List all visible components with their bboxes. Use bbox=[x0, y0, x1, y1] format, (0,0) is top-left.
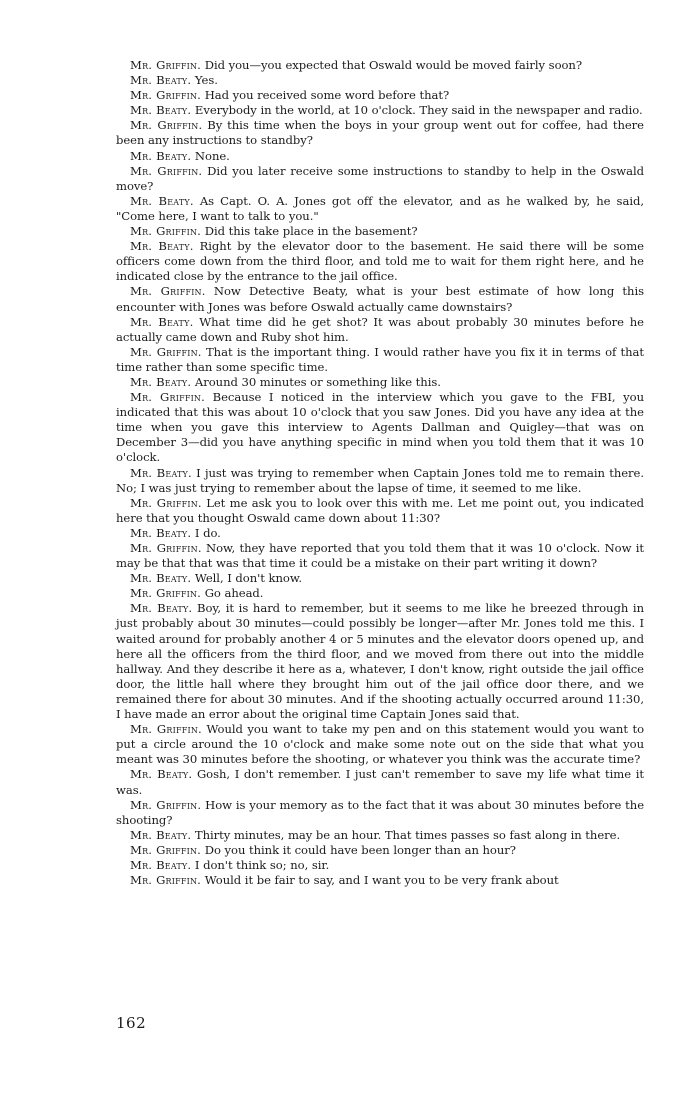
speaker-name: Mr. Griffin. bbox=[130, 284, 206, 299]
transcript-body bbox=[116, 58, 644, 888]
speaker-name: Mr. Beaty. bbox=[130, 148, 192, 163]
utterance-text: Go ahead. bbox=[204, 586, 264, 601]
utterance-text: Boy, it is hard to remember, but it seems to me like he breezed through in just probably about 30 minutes—could possibly be longer—after Mr. Jones told me this. I waited around for probably another 4 or 5 minutes and the elevator doors opened up, and here all the officers from the third floor, and we moved from there out into the middle hallway. And they describe it here as a, whatever, I don't know, right outside the jail office door, the little hall where they brought him out of the jail office door there, and we remained there for about 30 minutes. And if the shooting actually occurred around 11:30, I have made an error about the original time Captain Jones said that. bbox=[116, 601, 644, 722]
speaker-name: Mr. Beaty. bbox=[130, 571, 192, 586]
transcript-paragraph bbox=[116, 798, 644, 828]
speaker-name: Mr. Beaty. bbox=[130, 525, 192, 540]
utterance-text: None. bbox=[194, 148, 230, 163]
utterance-text: Around 30 minutes or something like this. bbox=[194, 374, 441, 389]
transcript-paragraph bbox=[116, 73, 644, 88]
utterance-text: Did this take place in the basement? bbox=[204, 224, 418, 239]
transcript-paragraph bbox=[116, 149, 644, 164]
transcript-paragraph bbox=[116, 103, 644, 118]
transcript-paragraph bbox=[116, 526, 644, 541]
transcript-paragraph bbox=[116, 858, 644, 873]
speaker-name: Mr. Beaty. bbox=[130, 767, 193, 782]
utterance-text: Right by the elevator door to the basement. He said there will be some officers come down from the third floor, and told me to wait for them right here, and he indicated close by the entrance to the jail office. bbox=[116, 239, 644, 284]
transcript-paragraph bbox=[116, 58, 644, 73]
utterance-text: Would you want to take my pen and on this statement would you want to put a circle around the 10 o'clock and make some note out on the side that what you meant was 30 minutes before the shooting, or whatever you think was the accurate time? bbox=[116, 722, 644, 767]
transcript-paragraph bbox=[116, 541, 644, 571]
utterance-text: Gosh, I don't remember. I just can't remember to save my life what time it was. bbox=[116, 767, 644, 797]
transcript-paragraph bbox=[116, 496, 644, 526]
transcript-paragraph bbox=[116, 767, 644, 797]
transcript-paragraph bbox=[116, 873, 644, 888]
speaker-name: Mr. Griffin. bbox=[130, 797, 202, 812]
utterance-text: How is your memory as to the fact that it was about 30 minutes before the shooting? bbox=[116, 797, 645, 827]
speaker-name: Mr. Beaty. bbox=[130, 857, 192, 872]
transcript-paragraph bbox=[116, 571, 644, 586]
transcript-paragraph bbox=[116, 601, 644, 722]
utterance-text: Now Detective Beaty, what is your best estimate of how long this encounter with Jones was before Oswald actually came downstairs? bbox=[116, 284, 645, 314]
transcript-paragraph bbox=[116, 586, 644, 601]
transcript-paragraph bbox=[116, 88, 644, 103]
utterance-text: Everybody in the world, at 10 o'clock. They said in the newspaper and radio. bbox=[194, 103, 643, 118]
speaker-name: Mr. Beaty. bbox=[130, 73, 192, 88]
utterance-text: That is the important thing. I would rather have you fix it in terms of that time rather than some specific time. bbox=[116, 344, 645, 374]
speaker-name: Mr. Griffin. bbox=[130, 224, 202, 239]
speaker-name: Mr. Griffin. bbox=[130, 495, 202, 510]
transcript-paragraph bbox=[116, 722, 644, 767]
speaker-name: Mr. Beaty. bbox=[130, 827, 192, 842]
speaker-name: Mr. Griffin. bbox=[130, 163, 203, 178]
transcript-paragraph bbox=[116, 315, 644, 345]
utterance-text: By this time when the boys in your group went out for coffee, had there been any instructions to standby? bbox=[116, 118, 644, 148]
speaker-name: Mr. Griffin. bbox=[130, 842, 202, 857]
speaker-name: Mr. Beaty. bbox=[130, 465, 192, 480]
speaker-name: Mr. Griffin. bbox=[130, 541, 202, 555]
speaker-name: Mr. Griffin. bbox=[130, 118, 203, 133]
utterance-text: Did you—you expected that Oswald would be moved fairly soon? bbox=[204, 58, 583, 72]
speaker-name: Mr. Griffin. bbox=[130, 58, 202, 72]
transcript-paragraph bbox=[116, 118, 644, 148]
transcript-paragraph bbox=[116, 843, 644, 858]
speaker-name: Mr. Griffin. bbox=[130, 344, 202, 359]
speaker-name: Mr. Beaty. bbox=[130, 374, 192, 389]
transcript-paragraph bbox=[116, 828, 644, 843]
utterance-text: I don't think so; no, sir. bbox=[194, 857, 330, 872]
transcript-paragraph bbox=[116, 239, 644, 284]
utterance-text: As Capt. O. A. Jones got off the elevator, and as he walked by, he said, "Come here, I want to talk to you." bbox=[116, 193, 644, 223]
transcript-paragraph bbox=[116, 284, 644, 314]
transcript-paragraph bbox=[116, 224, 644, 239]
speaker-name: Mr. Griffin. bbox=[130, 873, 202, 888]
speaker-name: Mr. Griffin. bbox=[130, 88, 202, 103]
page-number: 162 bbox=[116, 1014, 147, 1032]
speaker-name: Mr. Beaty. bbox=[130, 103, 192, 118]
speaker-name: Mr. Beaty. bbox=[130, 314, 194, 329]
transcript-paragraph bbox=[116, 466, 644, 496]
utterance-text: Let me ask you to look over this with me. Let me point out, you indicated here that you thought Oswald came down about 11:30? bbox=[116, 495, 645, 525]
utterance-text: I do. bbox=[194, 525, 221, 540]
utterance-text: Because I noticed in the interview which you gave to the FBI, you indicated that this was about 10 o'clock that you saw Jones. Did you have any idea at the time when you gave this interview to Agents Dallman and Quigley—that was on December 3—did you have anything specific in mind when you told them that it was 10 o'clock. bbox=[116, 390, 644, 465]
transcript-paragraph bbox=[116, 375, 644, 390]
speaker-name: Mr. Beaty. bbox=[130, 239, 194, 254]
utterance-text: Do you think it could have been longer than an hour? bbox=[204, 842, 516, 857]
transcript-paragraph bbox=[116, 164, 644, 194]
utterance-text: Had you received some word before that? bbox=[204, 88, 450, 103]
utterance-text: Thirty minutes, may be an hour. That times passes so fast along in there. bbox=[194, 827, 621, 842]
speaker-name: Mr. Beaty. bbox=[130, 193, 194, 208]
transcript-paragraph bbox=[116, 390, 644, 465]
utterance-text: I just was trying to remember when Captain Jones told me to remain there. No; I was just trying to remember about the lapse of time, it seemed to me like. bbox=[116, 465, 644, 495]
speaker-name: Mr. Beaty. bbox=[130, 601, 193, 616]
transcript-paragraph bbox=[116, 345, 644, 375]
utterance-text: Now, they have reported that you told them that it was 10 o'clock. Now it may be that that was that time it could be a mistake on their part writing it down? bbox=[116, 541, 645, 571]
utterance-text: What time did he get shot? It was about probably 30 minutes before he actually came down and Ruby shot him. bbox=[116, 314, 644, 344]
speaker-name: Mr. Griffin. bbox=[130, 586, 202, 601]
utterance-text: Well, I don't know. bbox=[194, 571, 302, 586]
utterance-text: Did you later receive some instructions to standby to help in the Oswald move? bbox=[116, 163, 645, 193]
speaker-name: Mr. Griffin. bbox=[130, 722, 202, 737]
transcript-paragraph bbox=[116, 194, 644, 224]
utterance-text: Would it be fair to say, and I want you to be very frank about bbox=[204, 873, 559, 888]
speaker-name: Mr. Griffin. bbox=[130, 390, 206, 405]
utterance-text: Yes. bbox=[194, 73, 218, 88]
